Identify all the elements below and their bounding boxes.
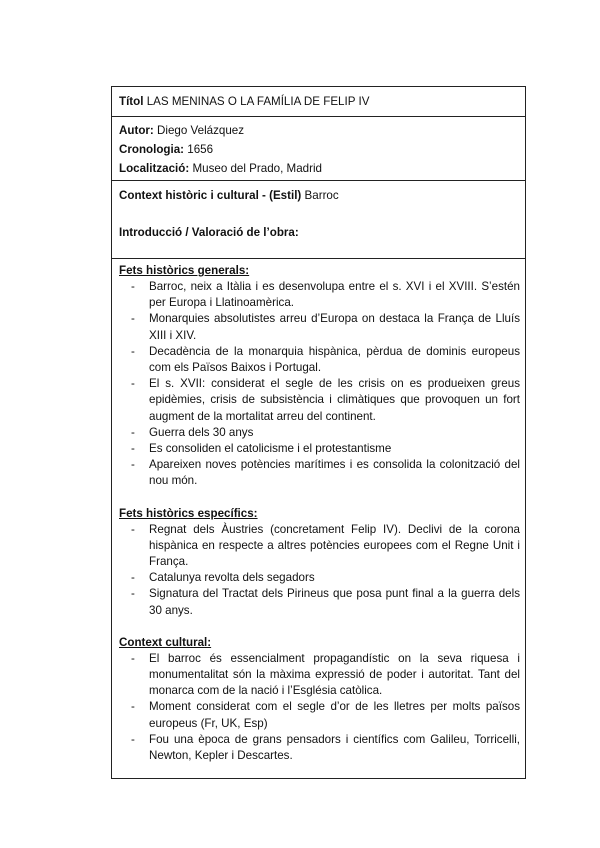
list-item: - Decadència de la monarquia hispànica, pèrdua de dominis europeus com els Països Baixos i Portugal. [119, 344, 520, 376]
document-table [111, 86, 526, 779]
list-item: - Moment considerat com el segle d’or de les lletres per molts països europeus (Fr, UK, Esp) [119, 699, 520, 731]
title-value: LAS MENINAS O LA FAMÍLIA DE FELIP IV [146, 95, 370, 108]
list-item: - Barroc, neix a Itàlia i es desenvolupa entre el s. XVI i el XVIII. S’estén per Europa i Llatinoamèrica. [119, 279, 520, 311]
list-item: - Catalunya revolta dels segadors [119, 570, 520, 586]
list-item: - Guerra dels 30 anys [119, 425, 520, 441]
context-line [119, 186, 519, 205]
title-line [119, 92, 519, 111]
specific-list [119, 522, 520, 619]
context-value: Barroc [304, 189, 339, 202]
author-label: Autor: [119, 124, 154, 137]
list-item: - Apareixen noves potències marítimes i es consolida la colonització del nou món. [119, 457, 520, 489]
location-label: Localització: [119, 162, 190, 175]
author-value: Diego Velázquez [157, 124, 245, 137]
specific-heading: Fets històrics específics: [119, 506, 258, 520]
context-label: Context històric i cultural - (Estil) [119, 189, 302, 202]
general-list [119, 279, 520, 490]
location-value: Museo del Prado, Madrid [192, 162, 322, 175]
author-line [119, 121, 519, 140]
list-item: - Signatura del Tractat dels Pirineus que posa punt final a la guerra dels 30 anys. [119, 586, 520, 618]
info-box [111, 117, 526, 181]
list-item: - Fou una època de grans pensadors i científics com Galileu, Torricelli, Newton, Kepler i Descartes. [119, 732, 520, 764]
list-item: - El s. XVII: considerat el segle de les crisis on es produeixen greus epidèmies, crisis de subsistència i climàtiques que provoquen un fort augment de la mortalitat arreu del continent. [119, 376, 520, 425]
cultural-heading: Context cultural: [119, 635, 212, 649]
title-label: Títol [119, 95, 144, 108]
list-item: - El barroc és essencialment propagandístic on la seva riquesa i monumentalitat són la màxima expressió de poder i autoritat. Tant del monarca com de la nació i l’Església catòlica. [119, 651, 520, 700]
cultural-list [119, 651, 520, 764]
intro-label: Introducció / Valoració de l’obra: [119, 226, 299, 239]
context-box [111, 181, 526, 259]
title-box [111, 86, 526, 117]
list-item: - Regnat dels Àustries (concretament Felip IV). Declivi de la corona hispànica en respecte a altres potències europees com el Regne Unit i França. [119, 522, 520, 571]
content-box [111, 259, 526, 779]
chronology-line [119, 140, 519, 159]
chronology-value: 1656 [187, 143, 214, 156]
list-item: - Monarquies absolutistes arreu d’Europa on destaca la França de Lluís XIII i XIV. [119, 311, 520, 343]
general-heading: Fets històrics generals: [119, 264, 250, 277]
location-line [119, 159, 519, 178]
list-item: - Es consoliden el catolicisme i el protestantisme [119, 441, 520, 457]
chronology-label: Cronologia: [119, 143, 185, 156]
intro-line [119, 223, 519, 242]
